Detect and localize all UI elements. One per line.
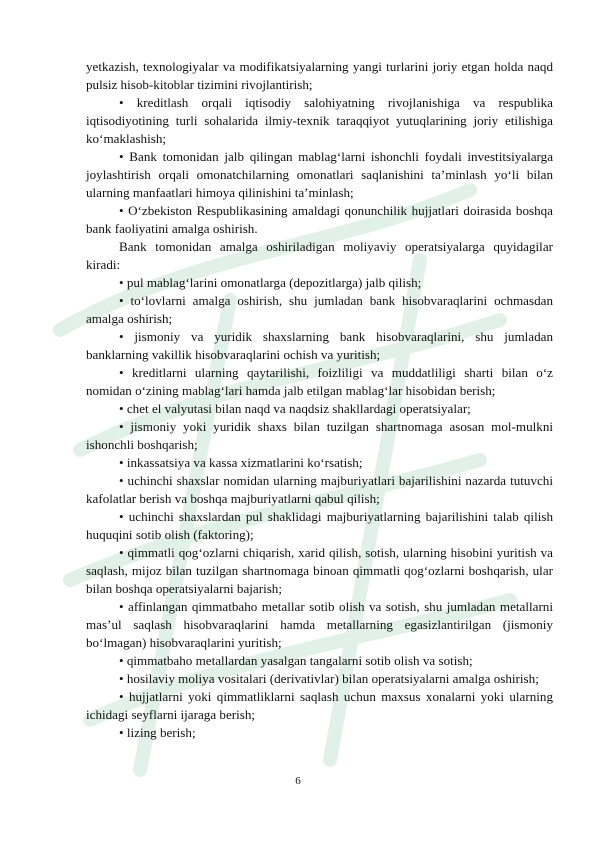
page-number: 6: [295, 775, 301, 787]
paragraph: • hujjatlarni yoki qimmatliklarni saqlash uchun maxsus xonalarni yoki ularning ichidagi seyflarni ijaraga berish;: [86, 689, 553, 722]
paragraph: yetkazish, texnologiyalar va modifikatsiyalarning yangi turlarini joriy etgan holda naqd pulsiz hisob-kitoblar tizimini rivojlantirish;: [86, 59, 553, 92]
paragraph: • uchinchi shaxslardan pul shaklidagi majburiyatlarning bajarilishini talab qilish huquqini sotib olish (faktoring);: [86, 509, 553, 542]
paragraph: • lizing berish;: [119, 725, 196, 740]
paragraph: • Oʻzbekiston Respublikasining amaldagi qonunchilik hujjatlari doirasida boshqa bank faoliyatini amalga oshirish.: [86, 203, 553, 236]
paragraph: • inkassatsiya va kassa xizmatlarini koʻrsatish;: [119, 455, 363, 470]
paragraph: Bank tomonidan amalga oshiriladigan moliyaviy operatsiyalarga quyidagilar kiradi:: [86, 239, 553, 272]
paragraph: • qimmatbaho metallardan yasalgan tangalarni sotib olish va sotish;: [119, 653, 473, 668]
paragraph: • jismoniy yoki yuridik shaxs bilan tuzilgan shartnomaga asosan mol-mulkni ishonchli boshqarish;: [86, 419, 553, 452]
paragraph: • jismoniy va yuridik shaxslarning bank hisobvaraqlarini, shu jumladan banklarning vakillik hisobvaraqlarini ochish va yuritish;: [86, 329, 553, 362]
paragraph: • uchinchi shaxslar nomidan ularning majburiyatlari bajarilishini nazarda tutuvchi kafolatlar berish va boshqa majburiyatlarni qabul qilish;: [86, 473, 553, 506]
paragraph: • pul mablagʻlarini omonatlarga (depozitlarga) jalb qilish;: [119, 275, 422, 290]
paragraph: • qimmatli qogʻozlarni chiqarish, xarid qilish, sotish, ularning hisobini yuritish va saqlash, mijoz bilan tuzilgan shartnomaga binoan qimmatli qogʻozlarni boshqarish, ular bilan boshqa operatsiyalarni bajarish;: [86, 545, 553, 596]
document-body: [86, 58, 553, 742]
paragraph: • chet el valyutasi bilan naqd va naqdsiz shakllardagi operatsiyalar;: [119, 401, 471, 416]
paragraph: • kreditlash orqali iqtisodiy salohiyatning rivojlanishiga va respublika iqtisodiyotining turli sohalarida ilmiy-texnik taraqqiyot yutuqlarining joriy etilishiga koʻmaklashish;: [86, 95, 553, 146]
paragraph: • affinlangan qimmatbaho metallar sotib olish va sotish, shu jumladan metallarni masʼul saqlash hisobvaraqlarini hamda metallarning egasizlantirilgan (jismoniy boʻlmagan) hisobvaraqlarini yuritish;: [86, 599, 553, 650]
paragraph: • toʻlovlarni amalga oshirish, shu jumladan bank hisobvaraqlarini ochmasdan amalga oshirish;: [86, 293, 553, 326]
paragraph: • Bank tomonidan jalb qilingan mablagʻlarni ishonchli foydali investitsiyalarga joylashtirish orqali omonatchilarning omonatlari saqlanishini taʼminlash yoʻli bilan ularning manfaatlari himoya qilinishini taʼminlash;: [86, 149, 553, 200]
paragraph: • kreditlarni ularning qaytarilishi, foizliligi va muddatliligi sharti bilan oʻz nomidan oʻzining mablagʻlari hamda jalb etilgan mablagʻlar hisobidan berish;: [86, 365, 553, 398]
paragraph: • hosilaviy moliya vositalari (derivativlar) bilan operatsiyalarni amalga oshirish;: [119, 671, 539, 686]
